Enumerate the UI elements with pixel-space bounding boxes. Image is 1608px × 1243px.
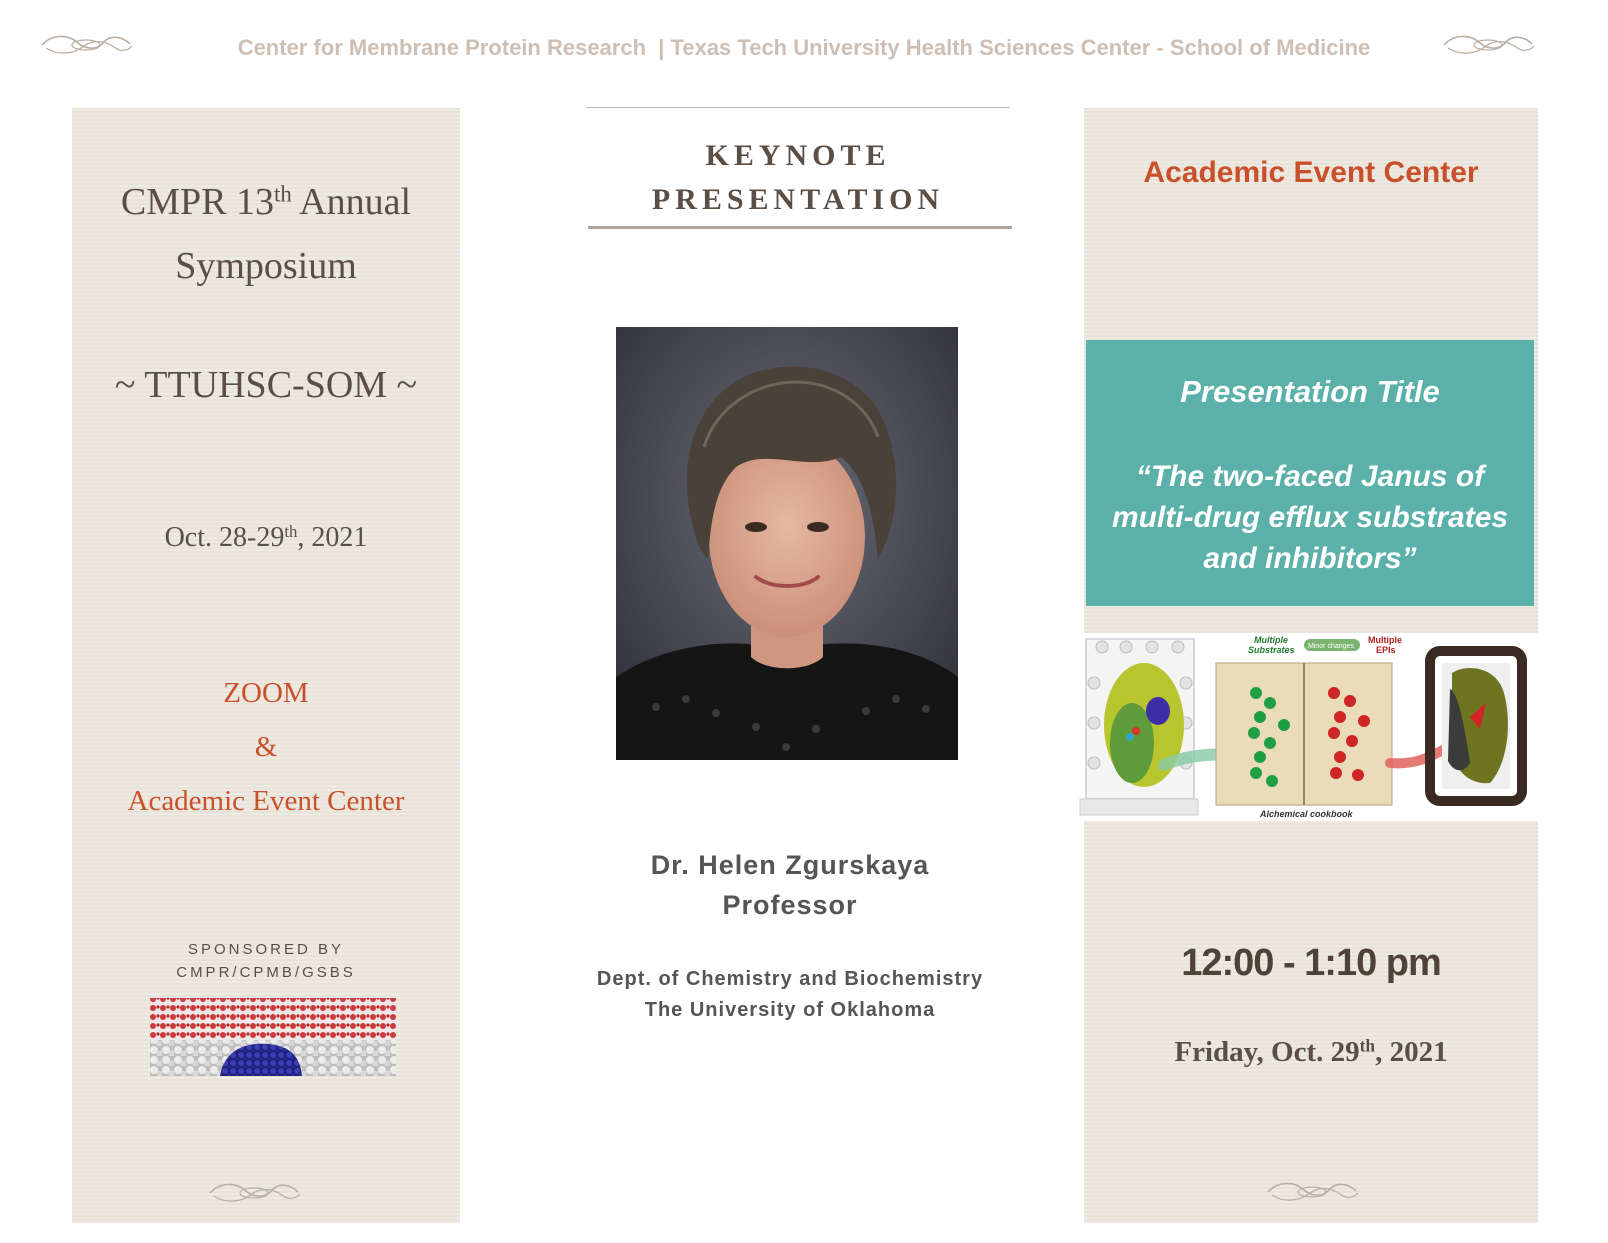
fig-label-right-2: EPIs	[1376, 645, 1396, 655]
event-time: 12:00 - 1:10 pm	[1181, 942, 1441, 984]
presentation-title: “The two-faced Janus of multi-drug efflux substrates and inhibitors”	[1111, 460, 1509, 575]
header-banner	[0, 28, 1608, 68]
keynote-heading	[586, 134, 1010, 222]
affiliation-block	[540, 964, 1040, 1026]
university: The University of Oklahoma	[644, 999, 936, 1021]
header-separator: |	[658, 35, 665, 60]
speaker-portrait	[616, 327, 958, 760]
location-heading: Academic Event Center	[1143, 156, 1479, 189]
left-panel	[72, 108, 460, 1223]
department: Dept. of Chemistry and Biochemistry	[596, 968, 984, 990]
venue-academic: Academic Event Center	[127, 785, 405, 817]
speaker-block	[540, 845, 1040, 925]
keynote-word: KEYNOTE	[705, 139, 891, 172]
fig-label-right-1: Multiple	[1368, 635, 1402, 645]
venue-block	[72, 666, 460, 828]
sponsored-by-label: SPONSORED BY	[187, 941, 345, 958]
symposium-title: CMPR 13th Annual Symposium	[120, 181, 412, 287]
venue-ampersand: &	[254, 731, 278, 763]
membrane-image	[150, 996, 396, 1076]
title-box	[1086, 340, 1534, 606]
flourish-bottom-left-icon	[206, 1178, 302, 1208]
speaker-name: Dr. Helen Zgurskaya	[650, 850, 930, 880]
presentation-word: PRESENTATION	[651, 183, 945, 216]
fig-label-left-2: Substrates	[1248, 645, 1295, 655]
flourish-bottom-right-icon	[1264, 1177, 1360, 1207]
header-school: Texas Tech University Health Sciences Center - School of Medicine	[670, 35, 1371, 60]
venue-zoom: ZOOM	[223, 677, 309, 709]
institution-label: ~ TTUHSC-SOM ~	[114, 364, 418, 406]
fig-caption: Alchemical cookbook	[1260, 809, 1353, 819]
flourish-right-icon	[1440, 30, 1536, 60]
janus-figure	[1072, 633, 1538, 821]
symposium-dates: Oct. 28-29th, 2021	[164, 521, 368, 553]
title-label: Presentation Title	[1180, 374, 1440, 409]
bottom-rule	[588, 226, 1012, 229]
top-rule	[586, 107, 1010, 108]
fig-label-left-1: Multiple	[1254, 635, 1288, 645]
header-org: Center for Membrane Protein Research	[237, 35, 647, 60]
sponsor-names: CMPR/CPMB/GSBS	[176, 964, 356, 981]
event-date: Friday, Oct. 29th, 2021	[1174, 1035, 1448, 1068]
speaker-role: Professor	[722, 890, 858, 920]
fig-label-mid: Minor changes	[1308, 643, 1354, 650]
sponsor-block	[72, 938, 460, 984]
